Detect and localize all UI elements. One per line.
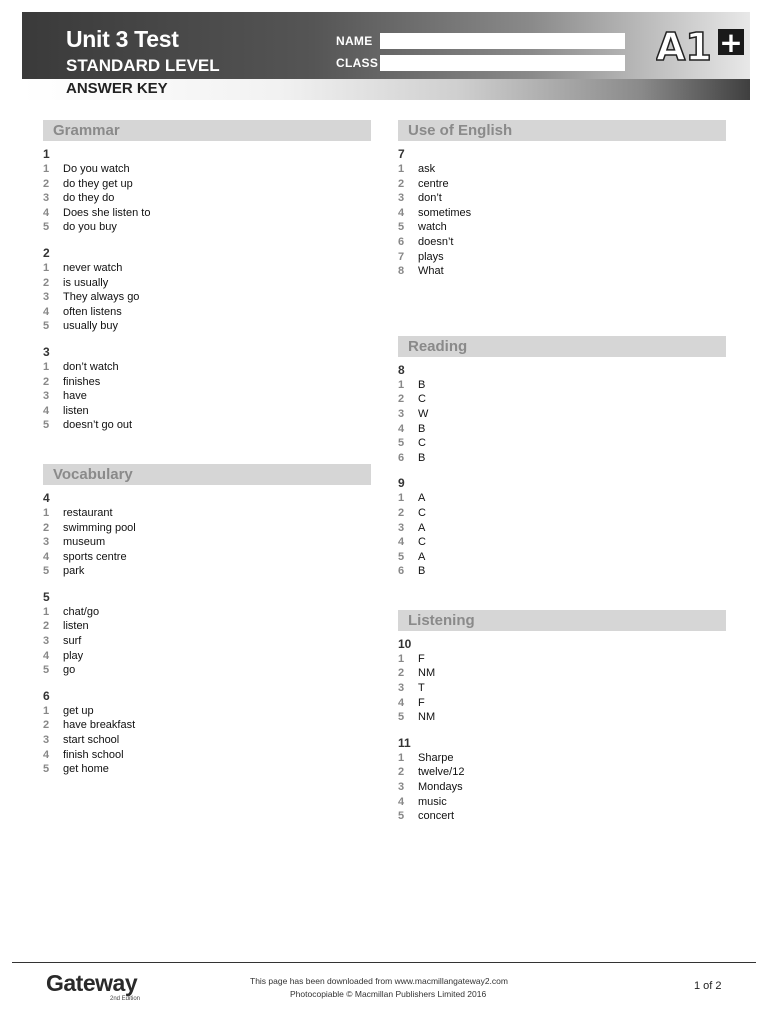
- item-number: 4: [398, 206, 405, 219]
- answer-item: [398, 392, 726, 407]
- exercise: [43, 345, 371, 433]
- item-answer: get home: [63, 763, 109, 776]
- item-answer: have breakfast: [63, 719, 136, 732]
- item-answer: do they get up: [63, 177, 133, 190]
- item-answer: centre: [418, 177, 449, 190]
- item-answer: NM: [418, 711, 436, 724]
- exercise: [43, 147, 371, 235]
- item-number: 5: [398, 221, 405, 234]
- item-number: 2: [398, 667, 405, 680]
- answer-item: [43, 404, 371, 419]
- item-answer: Sharpe: [418, 751, 454, 764]
- item-answer: T: [418, 682, 425, 695]
- section-header: [398, 336, 726, 357]
- answer-item: [398, 751, 726, 766]
- exercise-number: 9: [398, 476, 405, 491]
- answer-item: [43, 206, 371, 221]
- item-answer: B: [418, 378, 426, 391]
- item-answer: start school: [63, 734, 120, 747]
- item-answer: often listens: [63, 305, 122, 318]
- item-number: 3: [398, 407, 405, 420]
- section-header: [398, 610, 726, 631]
- answer-item: [43, 177, 371, 192]
- item-number: 1: [398, 378, 405, 391]
- exercise: [398, 363, 726, 466]
- page-title: Unit 3 Test: [66, 26, 179, 52]
- answer-item: [398, 666, 726, 681]
- item-answer: W: [418, 407, 429, 420]
- item-number: 5: [398, 437, 405, 450]
- item-answer: do they do: [63, 192, 115, 205]
- item-number: 6: [398, 235, 405, 248]
- section-header: [43, 464, 371, 485]
- answer-item: [43, 290, 371, 305]
- item-number: 3: [398, 781, 405, 794]
- answer-item: [398, 564, 726, 579]
- item-answer: surf: [63, 635, 82, 648]
- item-number: 1: [398, 652, 405, 665]
- answer-item: [398, 162, 726, 177]
- item-number: 5: [398, 810, 405, 823]
- section-title: Reading: [408, 337, 468, 355]
- answer-item: [398, 521, 726, 536]
- section-header: [43, 120, 371, 141]
- answer-item: [43, 418, 371, 433]
- item-answer: plays: [418, 250, 444, 263]
- item-number: 8: [398, 265, 405, 278]
- item-answer: listen: [63, 404, 89, 417]
- item-answer: twelve/12: [418, 766, 465, 779]
- answer-item: [398, 451, 726, 466]
- item-number: 1: [398, 163, 405, 175]
- answer-item: [43, 506, 371, 521]
- answer-item: [43, 276, 371, 291]
- answer-item: [43, 762, 371, 777]
- name-field[interactable]: [380, 33, 625, 49]
- item-answer: C: [418, 506, 426, 519]
- item-number: 4: [43, 305, 50, 318]
- item-number: 6: [398, 565, 405, 578]
- item-number: 1: [43, 360, 50, 373]
- answer-item: [398, 809, 726, 824]
- item-number: 2: [43, 719, 50, 732]
- item-number: 2: [398, 393, 405, 406]
- item-number: 5: [43, 565, 50, 578]
- item-answer: don’t watch: [63, 360, 119, 373]
- logo-plus: +: [719, 27, 743, 59]
- exercise-number: 11: [398, 735, 411, 750]
- download-notice: This page has been downloaded from www.macmillangateway2.com: [250, 976, 508, 986]
- item-answer: watch: [418, 221, 447, 234]
- item-answer: Do you watch: [63, 163, 130, 175]
- item-number: 4: [43, 748, 50, 761]
- a1-plus-logo: [656, 27, 746, 63]
- section-vocabulary: [43, 464, 371, 777]
- answer-item: [43, 220, 371, 235]
- item-answer: C: [418, 437, 426, 450]
- logo-text: A1: [656, 27, 712, 63]
- answer-item: [43, 360, 371, 375]
- answer-item: [398, 191, 726, 206]
- item-answer: restaurant: [63, 506, 113, 519]
- item-answer: never watch: [63, 261, 123, 274]
- item-number: 3: [43, 734, 50, 747]
- item-answer: C: [418, 536, 426, 549]
- item-number: 4: [398, 795, 405, 808]
- answer-item: [43, 191, 371, 206]
- exercise-number: 7: [398, 147, 405, 161]
- item-answer: do you buy: [63, 221, 117, 234]
- item-answer: music: [418, 795, 447, 808]
- item-answer: A: [418, 521, 426, 534]
- answer-item: [398, 710, 726, 725]
- exercise-number: 8: [398, 362, 405, 377]
- item-number: 1: [43, 506, 50, 519]
- answer-item: [398, 506, 726, 521]
- item-number: 2: [43, 177, 50, 190]
- answer-item: [43, 564, 371, 579]
- exercise: [43, 590, 371, 678]
- answer-item: [398, 681, 726, 696]
- answer-item: [43, 748, 371, 763]
- item-answer: finishes: [63, 375, 101, 388]
- footer-divider: [12, 962, 756, 963]
- exercise-number: 1: [43, 147, 50, 161]
- item-number: 3: [43, 192, 50, 205]
- item-answer: F: [418, 652, 425, 665]
- level-label: STANDARD LEVEL: [66, 56, 220, 75]
- exercise-number: 2: [43, 245, 50, 260]
- edition-label: 2nd Edition: [110, 996, 141, 1002]
- item-number: 2: [43, 521, 50, 534]
- answer-item: [398, 220, 726, 235]
- item-number: 1: [43, 605, 50, 618]
- exercise-number: 10: [398, 636, 412, 651]
- exercise: [398, 476, 726, 579]
- answer-key-heading: ANSWER KEY: [66, 80, 168, 97]
- item-answer: They always go: [63, 291, 140, 304]
- item-number: 7: [398, 250, 405, 263]
- answer-item: [43, 649, 371, 664]
- item-answer: play: [63, 649, 84, 662]
- answer-item: [398, 378, 726, 393]
- answer-item: [398, 550, 726, 565]
- item-answer: A: [418, 492, 426, 505]
- right-column: [398, 120, 726, 835]
- item-number: 1: [43, 163, 50, 175]
- exercise-number: 6: [43, 688, 50, 703]
- section-title: Use of English: [408, 122, 513, 139]
- section-grammar: [43, 120, 371, 433]
- exercise-number: 5: [43, 589, 50, 604]
- item-number: 5: [398, 550, 405, 563]
- item-number: 4: [398, 536, 405, 549]
- item-number: 5: [43, 320, 50, 333]
- item-answer: finish school: [63, 748, 124, 761]
- item-answer: get up: [63, 704, 94, 717]
- item-answer: doesn’t: [418, 235, 454, 248]
- section-reading: [398, 336, 726, 579]
- item-number: 6: [398, 451, 405, 464]
- answer-item: [398, 177, 726, 192]
- item-number: 3: [398, 521, 405, 534]
- item-answer: sports centre: [63, 550, 127, 563]
- item-answer: NM: [418, 667, 436, 680]
- answer-item: [43, 375, 371, 390]
- item-number: 4: [398, 696, 405, 709]
- answer-item: [398, 696, 726, 711]
- item-number: 1: [43, 704, 50, 717]
- item-answer: usually buy: [63, 320, 119, 333]
- exercise: [398, 637, 726, 725]
- item-number: 4: [43, 550, 50, 563]
- answer-item: [43, 634, 371, 649]
- item-answer: F: [418, 696, 425, 709]
- page-number: 1 of 2: [694, 980, 722, 992]
- answer-item: [43, 704, 371, 719]
- answer-item: [43, 162, 371, 177]
- item-number: 4: [43, 206, 50, 219]
- item-number: 4: [398, 422, 405, 435]
- answer-item: [398, 235, 726, 250]
- item-number: 2: [43, 620, 50, 633]
- exercise: [43, 491, 371, 579]
- copyright-notice: Photocopiable © Macmillan Publishers Limited 2016: [290, 989, 487, 999]
- item-number: 2: [43, 375, 50, 388]
- exercise: [398, 147, 726, 279]
- item-number: 3: [43, 536, 50, 549]
- exercise: [43, 246, 371, 334]
- answer-item: [43, 389, 371, 404]
- answer-item: [43, 718, 371, 733]
- item-number: 5: [43, 221, 50, 234]
- answer-item: [43, 535, 371, 550]
- item-number: 1: [43, 261, 50, 274]
- item-number: 4: [43, 404, 50, 417]
- answer-item: [398, 407, 726, 422]
- name-label: NAME: [336, 34, 373, 48]
- section-title: Listening: [408, 611, 475, 629]
- item-answer: park: [63, 565, 85, 578]
- item-answer: Mondays: [418, 781, 463, 794]
- item-number: 2: [398, 506, 405, 519]
- answer-item: [398, 535, 726, 550]
- exercise: [398, 736, 726, 824]
- item-number: 5: [43, 419, 50, 432]
- item-answer: B: [418, 422, 426, 435]
- item-number: 5: [43, 763, 50, 776]
- gateway-logo: Gateway: [46, 970, 138, 996]
- item-number: 4: [43, 649, 50, 662]
- answer-item: [43, 619, 371, 634]
- item-answer: What: [418, 265, 444, 278]
- answer-item: [43, 319, 371, 334]
- answer-item: [43, 521, 371, 536]
- item-answer: go: [63, 664, 76, 677]
- answer-item: [398, 436, 726, 451]
- left-column: [43, 120, 371, 788]
- class-label: CLASS: [336, 56, 379, 70]
- exercise-number: 4: [43, 490, 50, 505]
- item-answer: don’t: [418, 192, 442, 205]
- item-number: 1: [398, 492, 405, 505]
- item-answer: Does she listen to: [63, 206, 151, 219]
- item-answer: B: [418, 565, 426, 578]
- section-listening: [398, 610, 726, 824]
- answer-item: [398, 780, 726, 795]
- answer-item: [398, 250, 726, 265]
- answer-item: [398, 206, 726, 221]
- exercise: [43, 689, 371, 777]
- item-number: 1: [398, 751, 405, 764]
- item-number: 5: [398, 711, 405, 724]
- item-number: 3: [43, 291, 50, 304]
- item-answer: swimming pool: [63, 521, 136, 534]
- item-number: 3: [43, 635, 50, 648]
- item-answer: have: [63, 390, 87, 403]
- item-number: 3: [43, 390, 50, 403]
- answer-item: [43, 550, 371, 565]
- item-number: 3: [398, 192, 405, 205]
- class-field[interactable]: [380, 55, 625, 71]
- item-answer: C: [418, 393, 426, 406]
- item-answer: is usually: [63, 276, 109, 289]
- answer-item: [398, 795, 726, 810]
- section-header: [398, 120, 726, 141]
- item-answer: listen: [63, 620, 89, 633]
- item-answer: A: [418, 550, 426, 563]
- answer-item: [398, 264, 726, 279]
- answer-item: [43, 305, 371, 320]
- answer-item: [43, 663, 371, 678]
- item-number: 2: [398, 766, 405, 779]
- item-answer: concert: [418, 810, 455, 823]
- answer-item: [43, 605, 371, 620]
- answer-item: [398, 491, 726, 506]
- item-number: 2: [398, 177, 405, 190]
- answer-item: [43, 733, 371, 748]
- item-answer: museum: [63, 536, 106, 549]
- section-use-of-english: [398, 120, 726, 279]
- answer-item: [398, 422, 726, 437]
- answer-item: [398, 765, 726, 780]
- item-answer: sometimes: [418, 206, 472, 219]
- item-answer: doesn’t go out: [63, 419, 133, 432]
- item-answer: chat/go: [63, 605, 100, 618]
- answer-item: [398, 652, 726, 667]
- section-title: Grammar: [53, 122, 120, 139]
- answer-item: [43, 261, 371, 276]
- item-answer: ask: [418, 163, 436, 175]
- item-number: 5: [43, 664, 50, 677]
- item-number: 2: [43, 276, 50, 289]
- item-number: 3: [398, 682, 405, 695]
- exercise-number: 3: [43, 344, 50, 359]
- section-title: Vocabulary: [53, 465, 133, 483]
- item-answer: B: [418, 451, 426, 464]
